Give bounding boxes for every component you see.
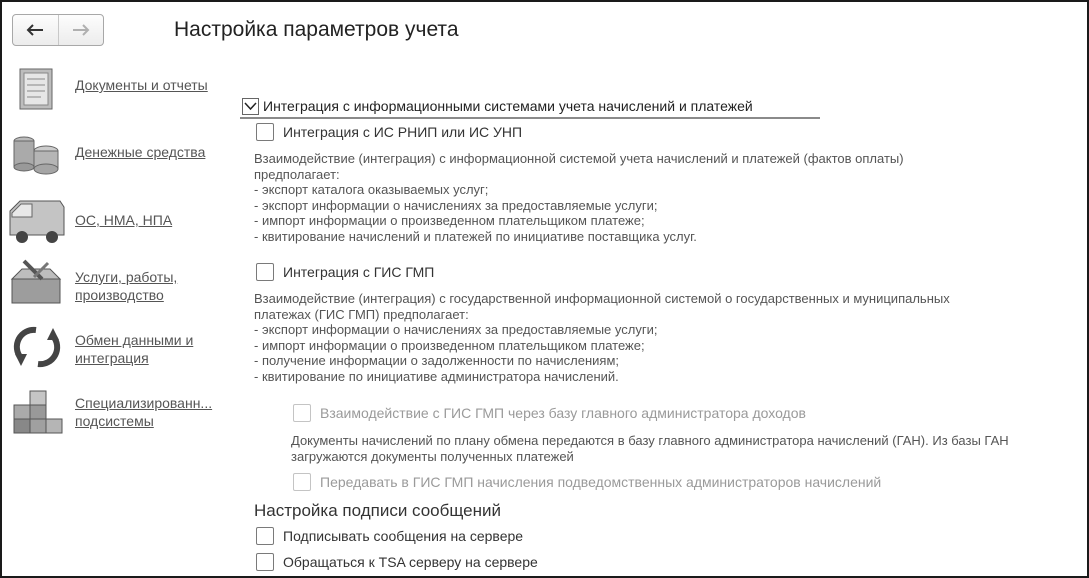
gisgmp-integration-label: Интеграция с ГИС ГМП — [283, 264, 435, 280]
sign-on-server-checkbox[interactable] — [256, 527, 274, 545]
collapse-toggle[interactable] — [242, 98, 259, 115]
tsa-on-server-label: Обращаться к TSA серверу на сервере — [283, 554, 538, 570]
description-line: - экспорт каталога оказываемых услуг; — [254, 182, 489, 198]
tsa-on-server-checkbox-row[interactable] — [256, 553, 538, 571]
description-line: - импорт информации о произведенном плательщиком платеже; — [254, 337, 645, 353]
subordinate-label: Передавать в ГИС ГМП начисления подведомственных администраторов начислений — [320, 474, 882, 490]
sidebar-item-label[interactable]: Услуги, работы, производство — [75, 269, 178, 303]
sidebar-item-label[interactable]: Специализированн... подсистемы — [75, 395, 213, 429]
description-line: Взаимодействие (интеграция) с информационной системой учета начислений и платежей (фактов оплаты) — [254, 151, 904, 166]
description-line: Документы начислений по плану обмена передаются в базу главного администратора начислений (ГАН). Из базы ГАН загружаются документы полученных платежей — [291, 433, 1009, 464]
navigation-buttons — [12, 14, 104, 46]
rnip-description — [254, 151, 1084, 245]
rnip-integration-label: Интеграция с ИС РНИП или ИС УНП — [283, 124, 523, 140]
gisgmp-integration-checkbox[interactable] — [256, 263, 274, 281]
chevron-down-icon — [244, 101, 257, 111]
gisgmp-description — [254, 291, 1084, 385]
blocks-icon — [8, 387, 66, 437]
gan-interaction-checkbox-row[interactable] — [293, 404, 806, 422]
group-header-integration[interactable] — [240, 93, 820, 119]
gisgmp-integration-checkbox-row[interactable] — [256, 263, 434, 281]
rnip-integration-checkbox[interactable] — [256, 123, 274, 141]
gan-description — [291, 433, 1081, 464]
sync-icon — [8, 322, 66, 372]
toolbox-icon — [8, 257, 66, 307]
tsa-on-server-checkbox[interactable] — [256, 553, 274, 571]
description-line: - квитирование по инициативе администратора начислений. — [254, 368, 619, 384]
page-title: Настройка параметров учета — [174, 18, 459, 41]
back-button[interactable] — [13, 15, 59, 45]
description-line: - импорт информации о произведенном плательщиком платеже; — [254, 213, 645, 229]
description-line: - экспорт информации о начислениях за предоставляемые услуги; — [254, 322, 658, 338]
description-line: платежах (ГИС ГМП) предполагает: — [254, 306, 469, 322]
arrow-left-icon — [26, 24, 44, 36]
signature-section-heading: Настройка подписи сообщений — [254, 501, 502, 520]
sidebar-item-label[interactable]: Обмен данными и интеграция — [75, 332, 194, 366]
sidebar-item-label[interactable]: Документы и отчеты — [75, 77, 208, 93]
gan-interaction-label: Взаимодействие с ГИС ГМП через базу главного администратора доходов — [320, 405, 806, 421]
forward-button[interactable] — [59, 15, 104, 45]
documents-icon — [8, 67, 66, 117]
sign-on-server-label: Подписывать сообщения на сервере — [283, 528, 524, 544]
sidebar-item-label[interactable]: ОС, НМА, НПА — [75, 212, 173, 228]
subordinate-checkbox[interactable] — [293, 473, 311, 491]
sidebar-item-label[interactable]: Денежные средства — [75, 144, 206, 160]
description-line: - квитирование начислений и платежей по инициативе поставщика услуг. — [254, 228, 697, 244]
description-line: Взаимодействие (интеграция) с государственной информационной системой о государственных и муниципальных — [254, 291, 950, 306]
gan-interaction-checkbox[interactable] — [293, 404, 311, 422]
description-line: - получение информации о задолженности по начислениям; — [254, 353, 620, 369]
arrow-right-icon — [72, 24, 90, 36]
sign-on-server-checkbox-row[interactable] — [256, 527, 523, 545]
description-line: - экспорт информации о начислениях за предоставляемые услуги; — [254, 197, 658, 213]
group-title: Интеграция с информационными системами учета начислений и платежей — [263, 98, 753, 114]
money-icon — [8, 127, 66, 177]
truck-icon — [8, 197, 66, 247]
rnip-integration-checkbox-row[interactable] — [256, 123, 522, 141]
subordinate-checkbox-row[interactable] — [293, 473, 881, 491]
description-line: предполагает: — [254, 166, 340, 182]
